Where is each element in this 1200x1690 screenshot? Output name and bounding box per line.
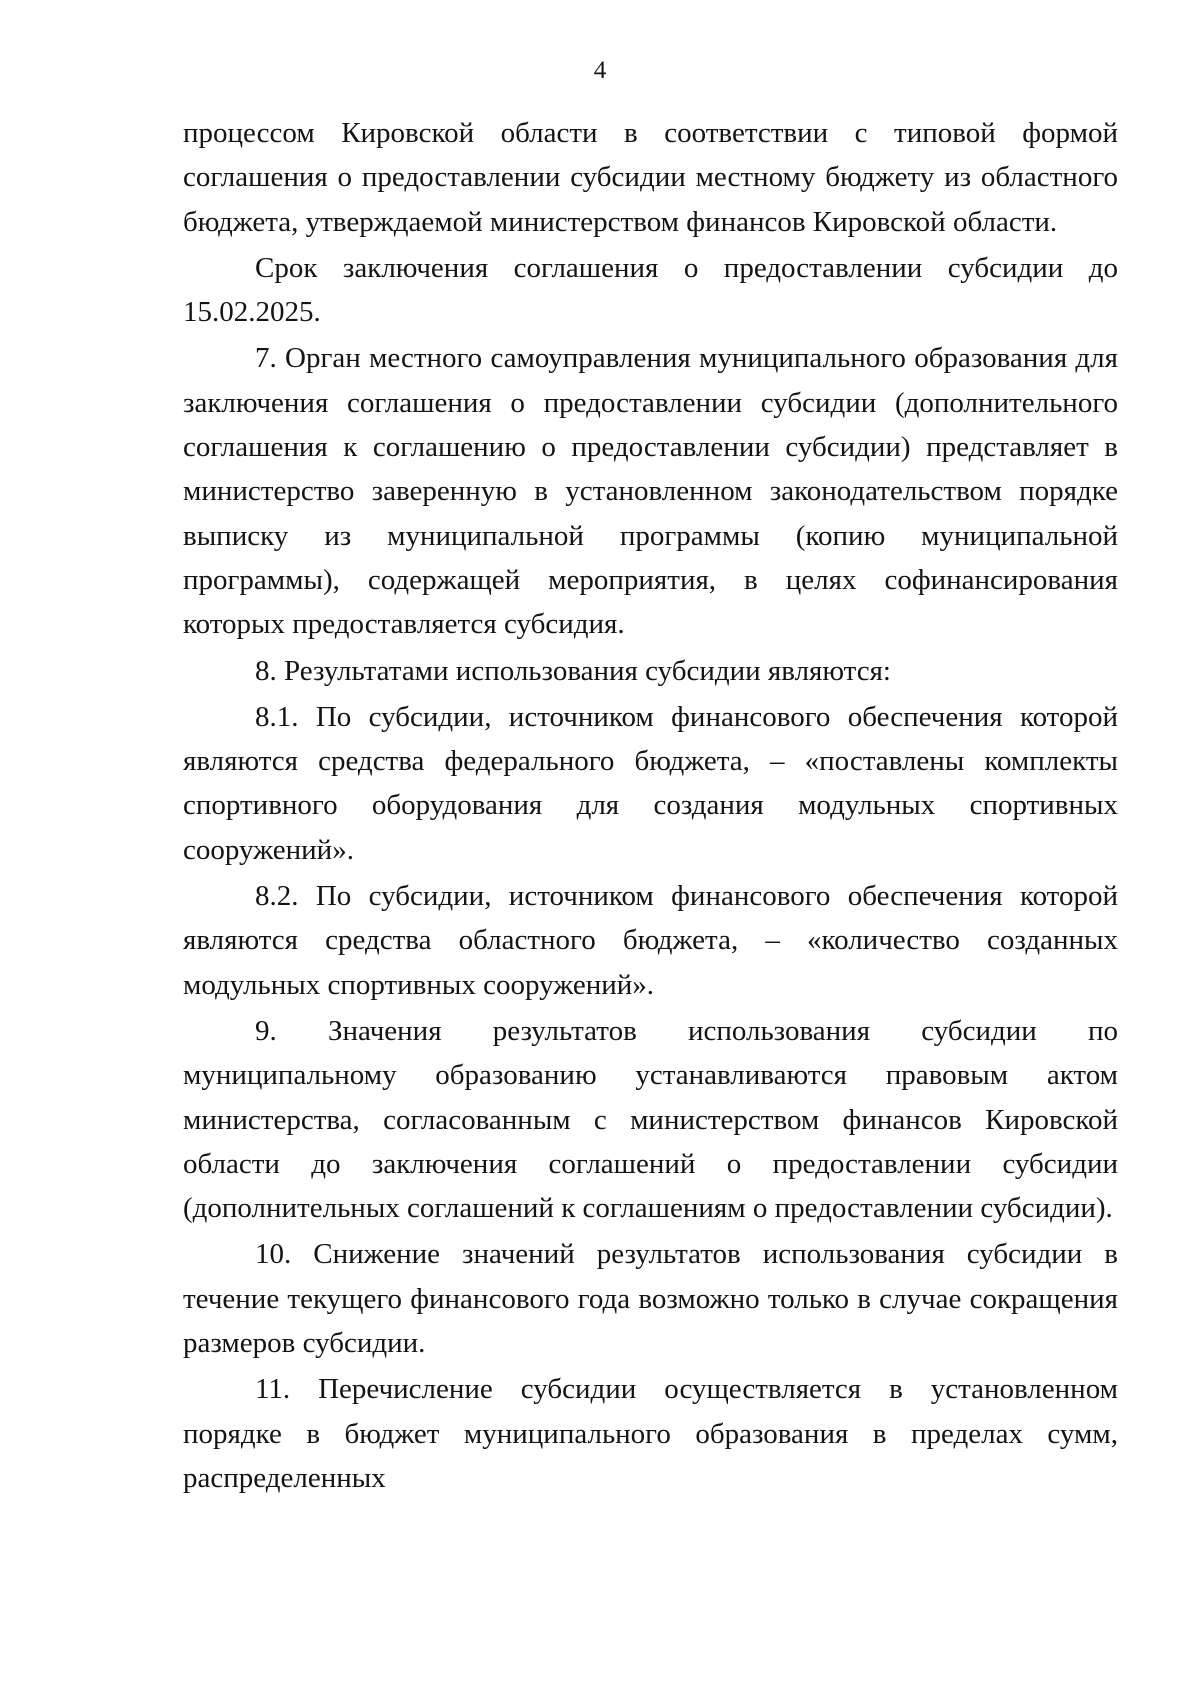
paragraph-clause-9: 9. Значения результатов использования субсидии по муниципальному образованию устанавливаются правовым актом министерства, согласованным с министерством финансов Кировской области до заключения соглашений о предоставлении субсидии (дополнительных соглашений к соглашениям о предоставлении субсидии). [183, 1014, 1118, 1225]
paragraph-agreement-deadline: Срок заключения соглашения о предоставлении субсидии до 15.02.2025. [183, 251, 1118, 329]
paragraph-continuation: процессом Кировской области в соответствии с типовой формой соглашения о предоставлении субсидии местному бюджету из областного бюджета, утверждаемой министерством финансов Кировской области. [183, 117, 1118, 238]
paragraph-clause-8: 8. Результатами использования субсидии являются: [255, 654, 891, 687]
paragraph-clause-10: 10. Снижение значений результатов использования субсидии в течение текущего финансового года возможно только в случае сокращения размеров субсидии. [183, 1238, 1118, 1360]
paragraph-clause-11: 11. Перечисление субсидии осуществляется в установленном порядке в бюджет муниципального образования в пределах сумм, распределенных [183, 1373, 1118, 1494]
paragraph-clause-7: 7. Орган местного самоуправления муниципального образования для заключения соглашения о предоставлении субсидии (дополнительного соглашения к соглашению о предоставлении субсидии) представляет в министерство заверенную в установленном законодательством порядке выписку из муниципальной программы (копию муниципальной программы), содержащей мероприятия, в целях софинансирования которых предоставляется субсидия. [183, 342, 1118, 641]
page-number: 4 [593, 57, 607, 84]
paragraph-clause-8-1: 8.1. По субсидии, источником финансового обеспечения которой являются средства федерального бюджета, – «поставлены комплекты спортивного оборудования для создания модульных спортивных сооружений». [183, 700, 1118, 866]
document-body [183, 111, 1118, 1500]
paragraph-clause-8-2: 8.2. По субсидии, источником финансового обеспечения которой являются средства областного бюджета, – «количество созданных модульных спортивных сооружений». [183, 880, 1118, 1001]
